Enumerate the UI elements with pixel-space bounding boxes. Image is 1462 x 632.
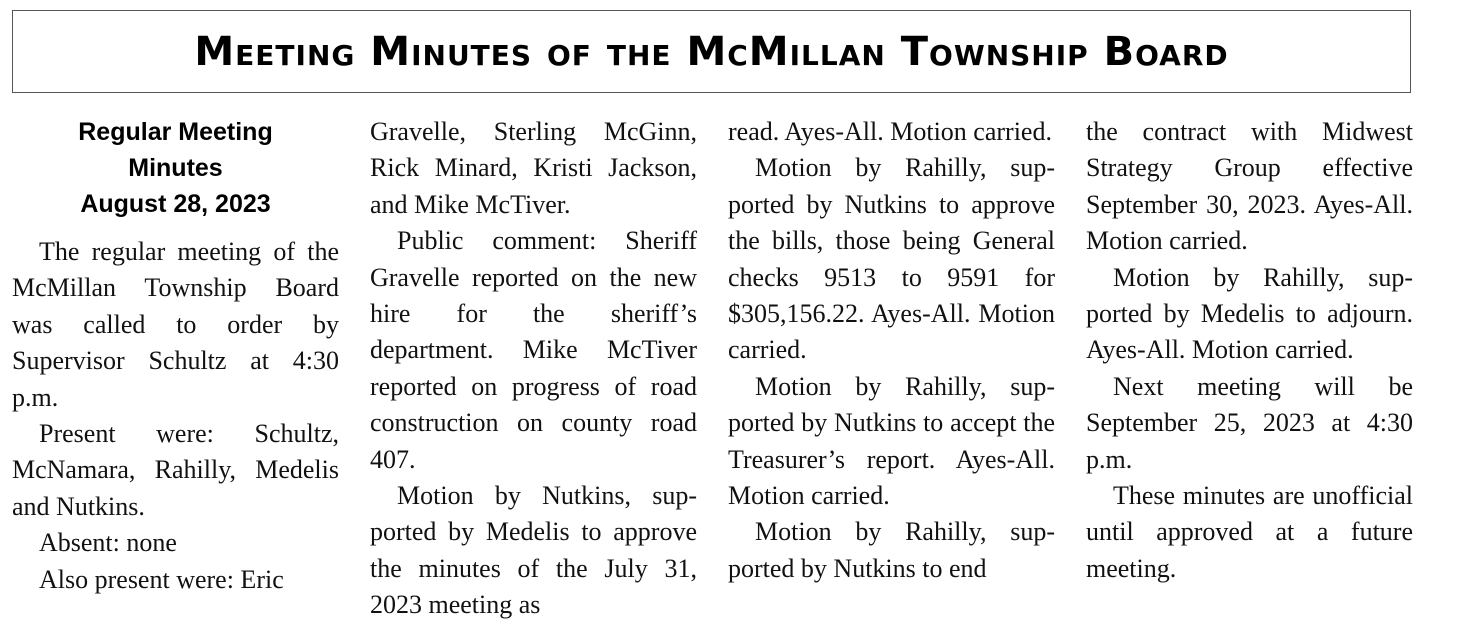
- paragraph: Present were: Schultz, McNamara, Rahilly, Medelis and Nutkins.: [12, 419, 339, 521]
- paragraph-continued: the contract with Midwest Strategy Group effective September 30, 2023. Ayes-All. Motion carried.: [1086, 117, 1413, 256]
- paragraph: Public comment: Sheriff Gravelle reported on the new hire for the sheriff’s department. Mike McTiver reported on progress of road construction on county road 407.: [370, 226, 697, 474]
- paragraph: Motion by Rahilly, supported by Nutkins to approve the bills, those being General checks 9513 to 9591 for $305,156.22. Ayes-All. Motion carried.: [728, 153, 1055, 365]
- paragraph-continued: read. Ayes-All. Motion carried.: [728, 117, 1052, 146]
- header-line-1: Regular Meeting: [78, 118, 273, 146]
- section-header: [12, 114, 339, 222]
- title-banner: [12, 10, 1411, 93]
- paragraph: Also present were: Eric: [39, 564, 284, 594]
- header-line-2: Minutes: [128, 154, 223, 182]
- paragraph-continued: Gravelle, Sterling McGinn, Rick Minard, Kristi Jackson, and Mike McTiver.: [370, 117, 697, 219]
- page-title: Meeting Minutes of the McMillan Township Board: [194, 28, 1229, 75]
- column-1: [12, 114, 339, 598]
- column-2: [370, 114, 697, 624]
- header-date: August 28, 2023: [80, 190, 271, 218]
- paragraph: Motion by Rahilly, supported by Medelis to adjourn. Ayes-All. Motion carried.: [1086, 262, 1413, 365]
- column-3: [728, 114, 1055, 587]
- paragraph: Motion by Rahilly, supported by Nutkins to end: [728, 517, 1055, 583]
- paragraph: These minutes are unofficial until approved at a future meeting.: [1086, 481, 1413, 583]
- paragraph: Absent: none: [39, 528, 177, 558]
- paragraph: Next meeting will be September 25, 2023 at 4:30 p.m.: [1086, 371, 1413, 474]
- column-4: [1086, 114, 1413, 587]
- paragraph: Motion by Rahilly, supported by Nutkins to accept the Treasurer’s report. Ayes-All. Motion carried.: [728, 371, 1055, 511]
- paragraph: The regular meeting of the McMillan Township Board was called to order by Supervisor Schultz at 4:30 p.m.: [12, 237, 339, 412]
- paragraph: Motion by Nutkins, supported by Medelis to approve the minutes of the July 31, 2023 meeting as: [370, 481, 697, 620]
